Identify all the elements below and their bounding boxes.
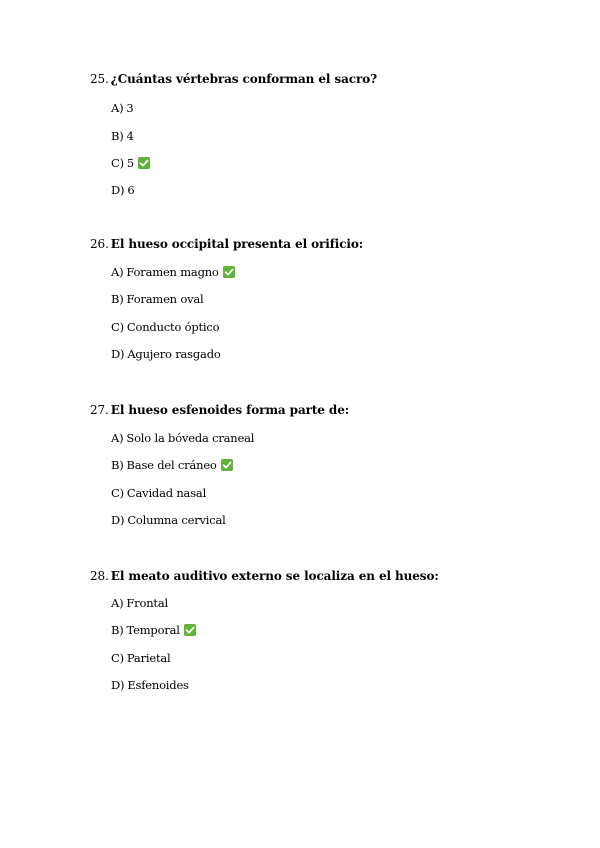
option-letter: C) <box>111 651 124 665</box>
option-letter: A) <box>111 596 124 610</box>
option-a <box>111 100 134 116</box>
option-b <box>111 457 233 473</box>
option-letter: D) <box>111 183 125 197</box>
option-letter: B) <box>111 292 124 306</box>
option-d <box>111 346 221 362</box>
option-letter: A) <box>111 431 124 445</box>
question-27 <box>90 402 570 527</box>
option-letter: B) <box>111 129 124 143</box>
question-title <box>90 568 570 584</box>
option-a <box>111 264 235 280</box>
option-letter: D) <box>111 513 125 527</box>
option-text: Parietal <box>126 651 171 665</box>
option-d <box>111 182 134 198</box>
option-b <box>111 622 196 638</box>
option-c <box>111 155 150 171</box>
option-letter: C) <box>111 320 124 334</box>
option-d <box>111 512 226 528</box>
option-text: Solo la bóveda craneal <box>126 431 255 445</box>
check-mark-icon <box>221 459 233 471</box>
question-25 <box>90 71 570 197</box>
question-number: 26. <box>90 237 109 251</box>
question-title <box>90 236 570 252</box>
option-b <box>111 291 204 307</box>
option-letter: A) <box>111 101 124 115</box>
option-c <box>111 485 206 501</box>
option-text: 4 <box>126 129 134 143</box>
option-c <box>111 319 219 335</box>
question-text: El meato auditivo externo se localiza en el hueso: <box>110 569 439 583</box>
option-letter: D) <box>111 678 125 692</box>
option-text: 3 <box>126 101 134 115</box>
option-text: 6 <box>127 183 135 197</box>
option-c <box>111 650 171 666</box>
option-b <box>111 128 134 144</box>
option-letter: A) <box>111 265 124 279</box>
option-text: Temporal <box>126 623 180 637</box>
option-d <box>111 677 189 693</box>
question-number: 28. <box>90 569 109 583</box>
question-number: 27. <box>90 403 109 417</box>
option-text: 5 <box>126 156 135 170</box>
option-letter: B) <box>111 458 124 472</box>
option-text: Foramen magno <box>126 265 219 279</box>
option-a <box>111 595 168 611</box>
question-text: El hueso esfenoides forma parte de: <box>110 403 350 417</box>
question-26 <box>90 236 570 361</box>
option-a <box>111 430 254 446</box>
option-text: Foramen oval <box>126 292 204 306</box>
option-text: Conducto óptico <box>126 320 220 334</box>
option-text: Base del cráneo <box>126 458 217 472</box>
question-text: El hueso occipital presenta el orificio: <box>110 237 364 251</box>
option-letter: C) <box>111 156 124 170</box>
option-text: Esfenoides <box>127 678 189 692</box>
question-title <box>90 402 570 418</box>
check-mark-icon <box>223 266 235 278</box>
question-number: 25. <box>90 72 109 86</box>
option-text: Agujero rasgado <box>127 347 221 361</box>
option-text: Columna cervical <box>127 513 226 527</box>
question-title <box>90 71 570 87</box>
option-letter: D) <box>111 347 125 361</box>
question-text: ¿Cuántas vértebras conforman el sacro? <box>110 72 378 86</box>
option-letter: C) <box>111 486 124 500</box>
question-28 <box>90 568 570 692</box>
option-letter: B) <box>111 623 124 637</box>
check-mark-icon <box>184 624 196 636</box>
option-text: Frontal <box>126 596 168 610</box>
option-text: Cavidad nasal <box>126 486 207 500</box>
check-mark-icon <box>138 157 150 169</box>
